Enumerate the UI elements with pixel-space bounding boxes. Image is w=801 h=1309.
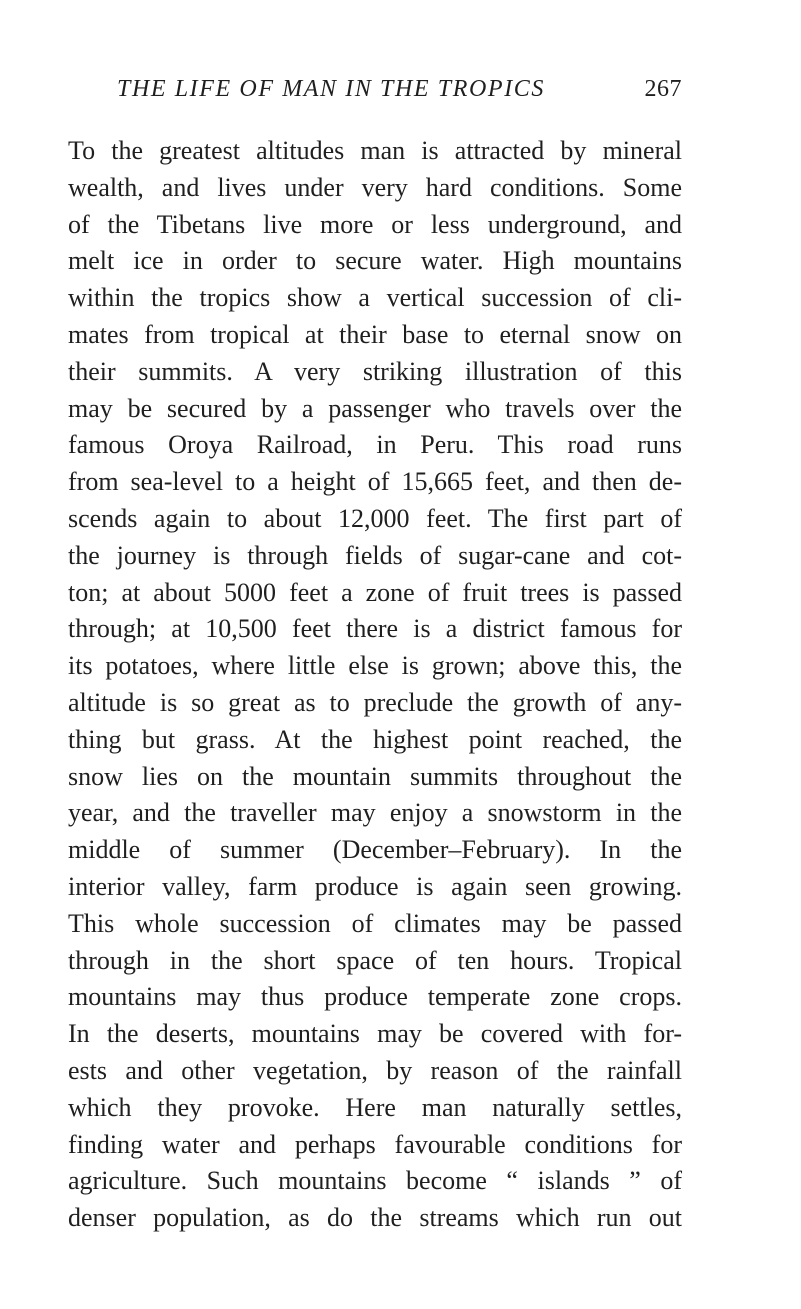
text-line: wealth, and lives under very hard conditions. Some xyxy=(68,172,682,202)
text-line: of the Tibetans live more or less underground, and xyxy=(68,209,682,239)
text-line: To the greatest altitudes man is attracted by mineral xyxy=(68,136,682,165)
text-line: melt ice in order to secure water. High mountains xyxy=(68,246,682,276)
text-line: interior valley, farm produce is again seen growing. xyxy=(68,871,682,901)
text-line: This whole succession of climates may be passed xyxy=(68,908,682,938)
body-paragraph xyxy=(68,133,682,1237)
text-line: mates from tropical at their base to eternal snow on xyxy=(68,319,682,349)
running-title: THE LIFE OF MAN IN THE TROPICS xyxy=(117,76,545,102)
text-line: snow lies on the mountain summits throughout the xyxy=(68,761,682,791)
text-line: year, and the traveller may enjoy a snowstorm in the xyxy=(68,798,682,828)
text-line: through; at 10,500 feet there is a district famous for xyxy=(68,614,682,644)
text-line: finding water and perhaps favourable conditions for xyxy=(68,1129,682,1159)
text-line: middle of summer (December–February). In the xyxy=(68,835,682,865)
text-line: agriculture. Such mountains become “ islands ” of xyxy=(68,1166,682,1196)
text-line: which they provoke. Here man naturally settles, xyxy=(68,1092,682,1122)
text-line: may be secured by a passenger who travels over the xyxy=(68,393,682,423)
text-line: from sea-level to a height of 15,665 feet, and then de- xyxy=(68,467,682,497)
text-line: altitude is so great as to preclude the growth of any- xyxy=(68,687,682,717)
text-line: its potatoes, where little else is grown; above this, the xyxy=(68,651,682,681)
text-line: their summits. A very striking illustration of this xyxy=(68,356,682,386)
text-line: ton; at about 5000 feet a zone of fruit trees is passed xyxy=(68,577,682,607)
page-number: 267 xyxy=(644,76,682,102)
text-line: famous Oroya Railroad, in Peru. This road runs xyxy=(68,430,682,460)
text-line: denser population, as do the streams which run out xyxy=(68,1203,682,1233)
text-line: ests and other vegetation, by reason of the rainfall xyxy=(68,1055,682,1085)
text-line: the journey is through fields of sugar-cane and cot- xyxy=(68,540,682,570)
text-line: within the tropics show a vertical succession of cli- xyxy=(68,283,682,313)
running-head xyxy=(117,76,682,110)
text-line: mountains may thus produce temperate zone crops. xyxy=(68,982,682,1012)
text-line: thing but grass. At the highest point reached, the xyxy=(68,724,682,754)
text-line: scends again to about 12,000 feet. The first part of xyxy=(68,503,682,533)
text-line: through in the short space of ten hours. Tropical xyxy=(68,945,682,975)
text-line: In the deserts, mountains may be covered with for- xyxy=(68,1019,682,1049)
